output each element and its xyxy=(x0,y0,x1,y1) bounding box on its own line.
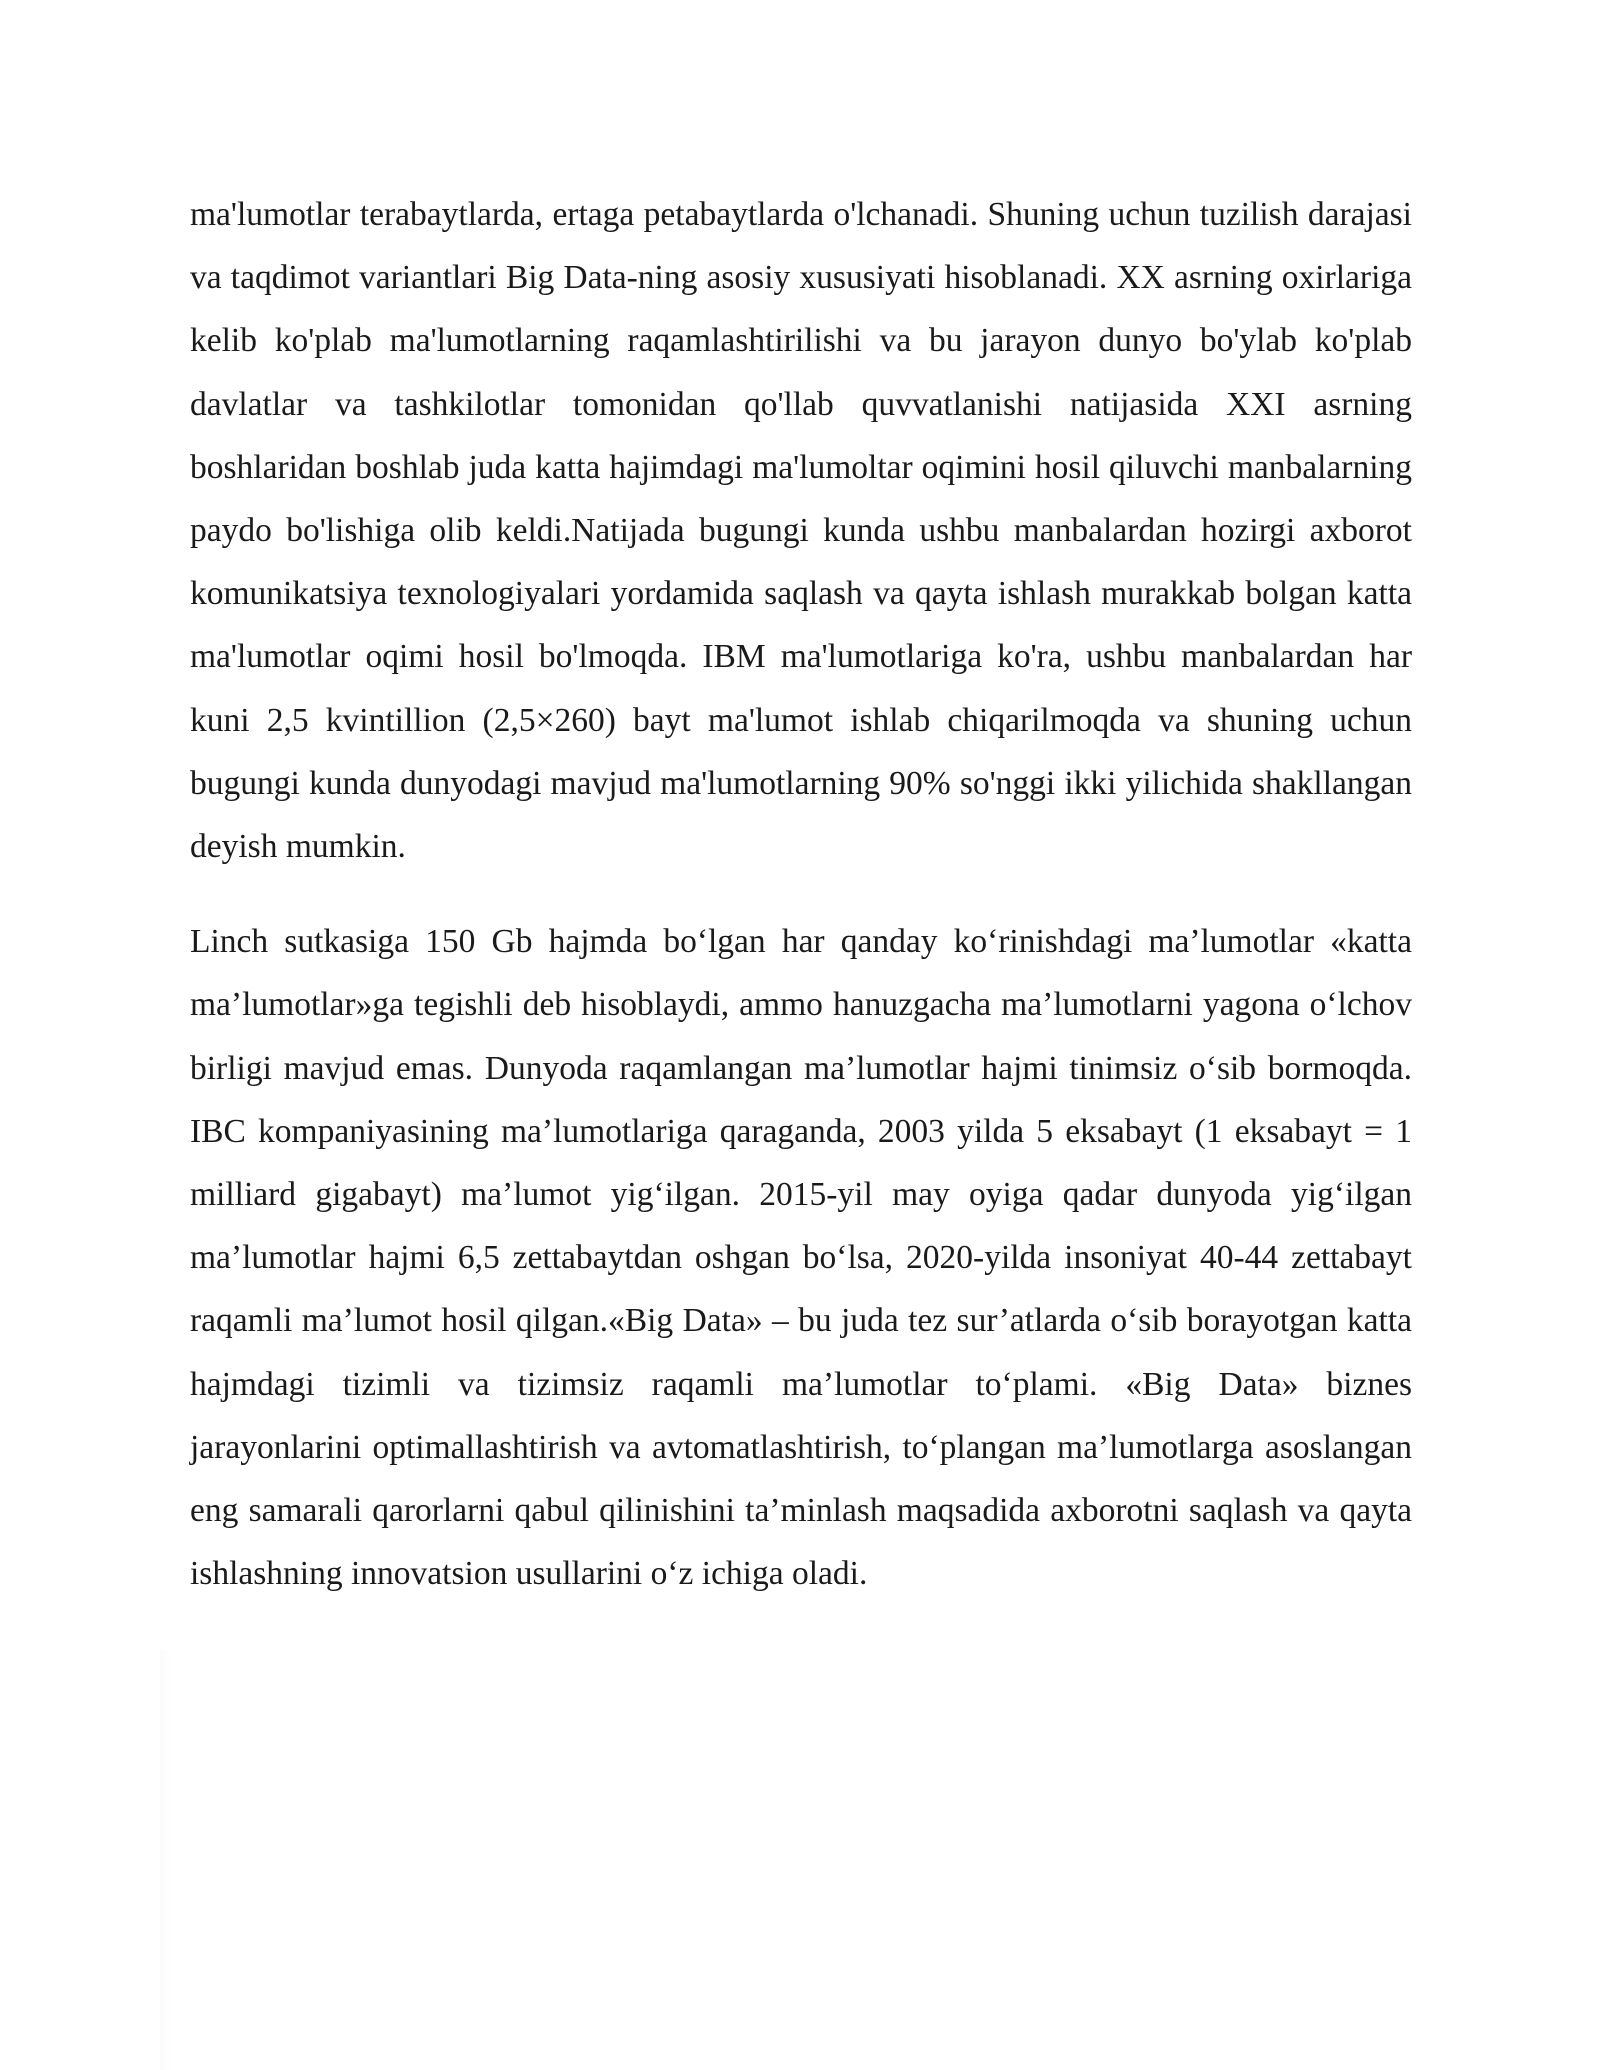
paragraph-2: Linch sutkasiga 150 Gb hajmda bo‘lgan har qanday ko‘rinishdagi ma’lumotlar «katta ma’lumotlar»ga tegishli deb hisoblaydi, ammo hanuzgacha ma’lumotlarni yagona o‘lchov birligi mavjud emas. Dunyoda raqamlangan ma’lumotlar hajmi tinimsiz o‘sib bormoqda. IBC kompaniyasining ma’lumotlariga qaraganda, 2003 yilda 5 eksabayt (1 eksabayt = 1 milliard gigabayt) ma’lumot yig‘ilgan. 2015-yil may oyiga qadar dunyoda yig‘ilgan ma’lumotlar hajmi 6,5 zettabaytdan oshgan bo‘lsa, 2020-yilda insoniyat 40-44 zettabayt raqamli ma’lumot hosil qilgan.«Big Data» – bu juda tez sur’atlarda o‘sib borayotgan katta hajmdagi tizimli va tizimsiz raqamli ma’lumotlar to‘plami. «Big Data» biznes jarayonlarini optimallashtirish va avtomatlashtirish, to‘plangan ma’lumotlarga asoslangan eng samarali qarorlarni qabul qilinishini ta’minlash maqsadida axborotni saqlash va qayta ishlashning innovatsion usullarini o‘z ichiga oladi. xyxy=(190,923,1412,1593)
page-edge-shadow xyxy=(160,1650,172,2070)
paragraph-1: ma'lumotlar terabaytlarda, ertaga petabaytlarda o'lchanadi. Shuning uchun tuzilish darajasi va taqdimot variantlari Big Data-ning asosiy xususiyati hisoblanadi. XX asrning oxirlariga kelib ko'plab ma'lumotlarning raqamlashtirilishi va bu jarayon dunyo bo'ylab ko'plab davlatlar va tashkilotlar tomonidan qo'llab quvvatlanishi natijasida XXI asrning boshlaridan boshlab juda katta hajimdagi ma'lumoltar oqimini hosil qiluvchi manbalarning paydo bo'lishiga olib keldi.Natijada bugungi kunda ushbu manbalardan hozirgi axborot komunikatsiya texnologiyalari yordamida saqlash va qayta ishlash murakkab bolgan katta ma'lumotlar oqimi hosil bo'lmoqda. IBM ma'lumotlariga ko'ra, ushbu manbalardan har kuni 2,5 kvintillion (2,5×260) bayt ma'lumot ishlab chiqarilmoqda va shuning uchun bugungi kunda dunyodagi mavjud ma'lumotlarning 90% so'nggi ikki yilichida shakllangan deyish mumkin. xyxy=(190,196,1412,866)
document-body xyxy=(190,183,1412,1605)
